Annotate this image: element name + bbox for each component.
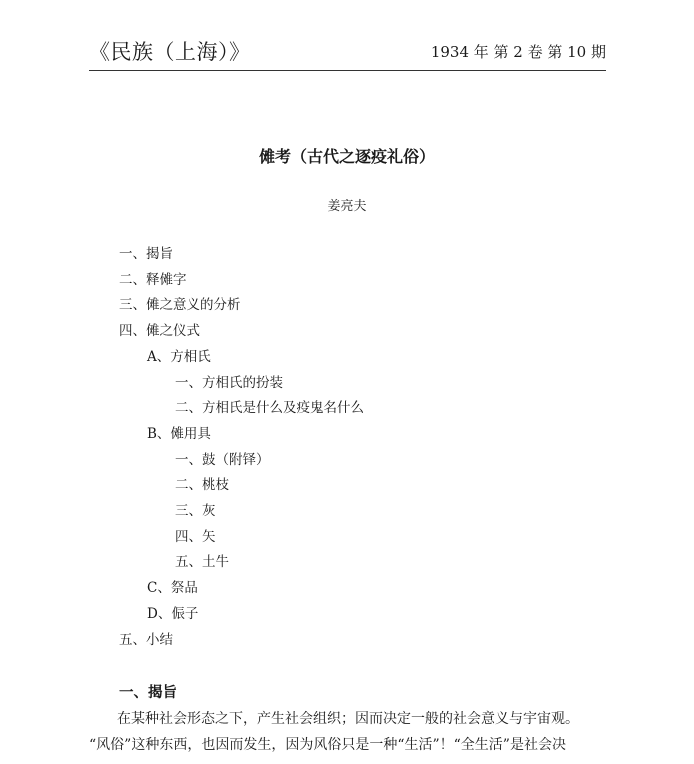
body-text-line: “风俗”这种东西，也因而发生，因为风俗只是一种“生活”！“全生活”是社会决 (89, 737, 566, 753)
toc-item: 一、方相氏的扮装 (175, 374, 283, 391)
article-title: 傩考（古代之逐疫礼俗） (258, 147, 435, 166)
body-text-line: 在某种社会形态之下，产生社会组织；因而决定一般的社会意义与宇宙观。 (89, 711, 579, 727)
toc-item: 五、小结 (119, 631, 173, 648)
toc-item: D、侲子 (147, 605, 199, 622)
toc-item: 二、桃枝 (175, 477, 229, 494)
toc-item: 五、土牛 (175, 554, 229, 571)
page-header (89, 36, 606, 71)
toc-item: 四、傩之仪式 (119, 323, 200, 340)
toc-item: B、傩用具 (147, 425, 211, 442)
toc-item: 二、释傩字 (119, 271, 187, 288)
journal-title: 《民族（上海）》 (89, 40, 251, 64)
toc-item: 二、方相氏是什么及疫鬼名什么 (175, 400, 364, 417)
toc-item: A、方相氏 (147, 348, 211, 365)
toc-item: 一、揭旨 (119, 246, 173, 262)
toc-item: 三、灰 (175, 503, 216, 519)
toc-item: C、祭品 (147, 580, 198, 597)
article-author: 姜亮夫 (327, 199, 367, 214)
section-heading: 一、揭旨 (119, 684, 177, 701)
issue-info: 1934 年 第 2 卷 第 10 期 (430, 43, 606, 61)
toc-item: 四、矢 (175, 528, 216, 545)
toc-item: 一、鼓（附铎） (175, 451, 270, 468)
toc-item: 三、傩之意义的分析 (119, 297, 241, 314)
